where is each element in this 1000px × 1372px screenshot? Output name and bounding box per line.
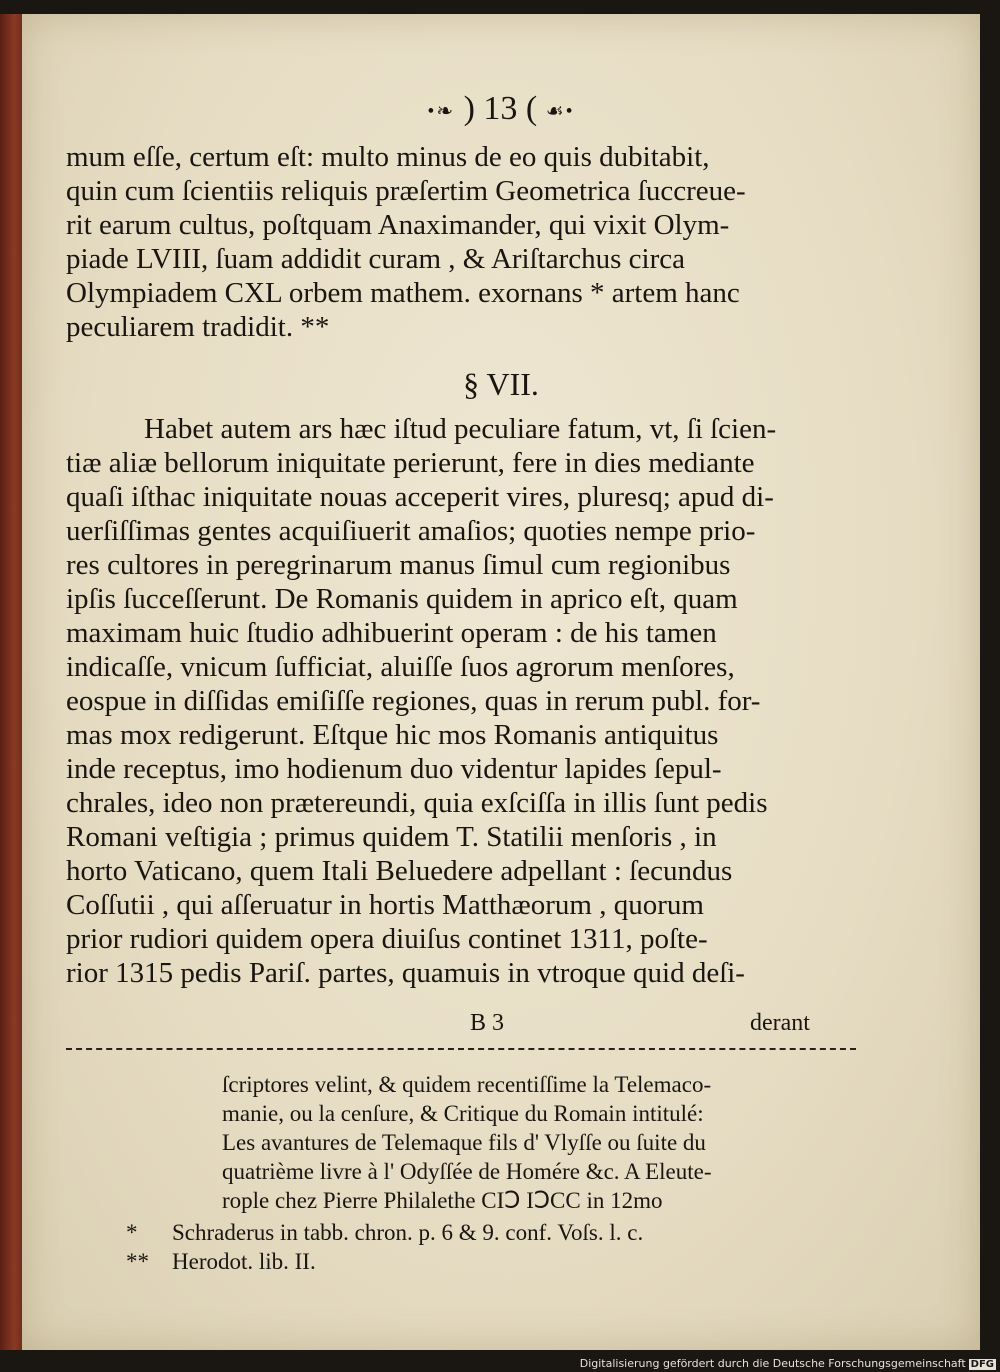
credit-text: Digitalisierung gefördert durch die Deutsche Forschungsgemeinschaft [579, 1357, 966, 1370]
footnote-text: Herodot. lib. II. [172, 1249, 316, 1274]
right-ornament: ☙• [545, 100, 575, 123]
text-line: tiæ aliæ bellorum iniquitate perierunt, fere in dies mediante [66, 447, 755, 479]
section-heading: § VII. [463, 366, 539, 402]
dfg-logo: DFG [970, 1359, 994, 1370]
text-line: chrales, ideo non prætereundi, quia exſciſſa in illis ſunt pedis [66, 787, 768, 819]
text-line: peculiarem tradidit. ** [66, 311, 330, 343]
footnote-rule [66, 1048, 856, 1050]
text-line: Olympiadem CXL orbem mathem. exornans * artem hanc [66, 277, 740, 309]
text-line: Romani veſtigia ; primus quidem T. Statilii menſoris , in [66, 821, 717, 853]
footnote-line: rople chez Pierre Philalethe CIↃ IↃCC in 12mo [222, 1188, 663, 1213]
text-line: res cultores in peregrinarum manus ſimul cum regionibus [66, 549, 731, 581]
footnote-line: manie, ou la cenſure, & Critique du Romain intitulé: [222, 1101, 704, 1126]
footnote-line: quatrième livre à l' Odyſſée de Homére &c. A Eleute- [222, 1159, 712, 1184]
text-line: inde receptus, imo hodienum duo videntur lapides ſepul- [66, 753, 722, 785]
footnote-line: ſcriptores velint, & quidem recentiſſime la Telemaco- [222, 1072, 712, 1097]
left-ornament: •❧ [427, 100, 456, 123]
text-line: mas mox redigerunt. Eſtque hic mos Romanis antiquitus [66, 719, 719, 751]
book-page [22, 14, 980, 1350]
footnote-marker: * [126, 1220, 138, 1245]
text-line: horto Vaticano, quem Itali Beluedere adpellant : ſecundus [66, 855, 733, 887]
text-line: piade LVIII, ſuam addidit curam , & Ariſtarchus circa [66, 243, 685, 275]
text-line: rior 1315 pedis Pariſ. partes, quamuis in vtroque quid deſi- [66, 957, 745, 989]
footnote-text: Schraderus in tabb. chron. p. 6 & 9. conf. Voſs. l. c. [172, 1220, 644, 1245]
text-line: Habet autem ars hæc iſtud peculiare fatum, vt, ſi ſcien- [144, 413, 777, 445]
text-line: ipſis ſucceſſerunt. De Romanis quidem in aprico eſt, quam [66, 583, 738, 615]
running-head [22, 90, 980, 128]
text-line: prior rudiori quidem opera diuiſus continet 1311, poſte- [66, 923, 708, 955]
footnote-marker: ** [126, 1249, 149, 1274]
text-line: quaſi iſthac iniquitate nouas acceperit vires, pluresq; apud di- [66, 481, 774, 513]
catchword: derant [750, 1010, 810, 1036]
footnote-line: Les avantures de Telemaque fils d' Vlyſſe ou ſuite du [222, 1130, 706, 1155]
text-line: quin cum ſcientiis reliquis præſertim Geometrica ſuccreue- [66, 175, 746, 207]
signature-mark: B 3 [470, 1010, 505, 1036]
funding-credit [580, 1357, 996, 1370]
footnote-note [126, 1218, 643, 1247]
page-number: ) 13 ( [463, 90, 538, 127]
text-line: rit earum cultus, poſtquam Anaximander, qui vixit Olym- [66, 209, 730, 241]
text-line: eospue in diſſidas emiſiſſe regiones, quas in rerum publ. for- [66, 685, 761, 717]
text-line: Coſſutii , qui aſſeruatur in hortis Matthæorum , quorum [66, 889, 704, 921]
book-spine-edge [0, 14, 24, 1350]
text-line: mum eſſe, certum eſt: multo minus de eo quis dubitabit, [66, 141, 710, 173]
text-line: uerſiſſimas gentes acquiſiuerit amaſios; quoties nempe prio- [66, 515, 756, 547]
text-line: maximam huic ſtudio adhibuerint operam : de his tamen [66, 617, 717, 649]
footnote-note [126, 1247, 316, 1276]
text-line: indicaſſe, vnicum ſufficiat, aluiſſe ſuos agrorum menſores, [66, 651, 735, 683]
